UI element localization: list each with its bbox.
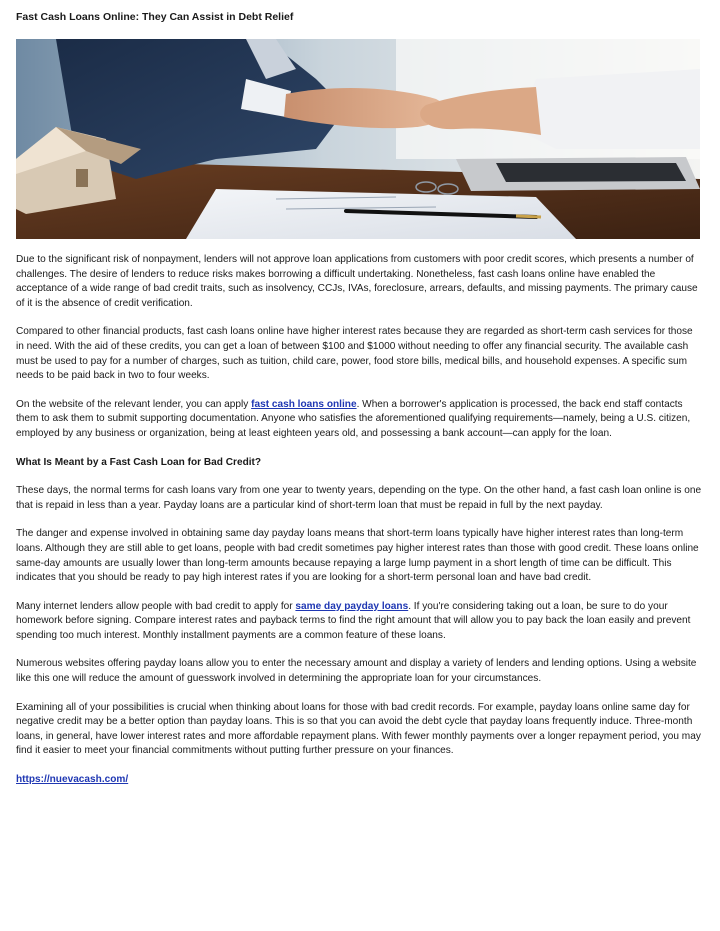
handshake-photo (16, 39, 700, 239)
paragraph-6 (16, 600, 702, 644)
paragraph-3-after: . When a borrower's application is processed, the back end staff contacts them to ask them to submit supporting documentation. Anyone who satisfies the aforementioned qualifying requirements—namely, being a U.S. citizen, employed by any business or organization, being at least eighteen years old, and possessing a bank account—can apply for the loan. (16, 398, 691, 439)
paragraph-3-before: On the website of the relevant lender, you can apply (16, 398, 252, 410)
paragraph-1: Due to the significant risk of nonpayment, lenders will not approve loan applications from customers with poor credit scores, which presents a number of challenges. The desire of lenders to reduce risks makes borrowing a difficult undertaking. Nonetheless, fast cash loans online have enabled the acceptance of a wide range of bad credit traits, such as insolvency, CCJs, IVAs, foreclosure, arrears, defaults, and missing payments. The primary cause of it is the absence of credit verification. (16, 254, 698, 309)
paragraph-2: Compared to other financial products, fast cash loans online have higher interest rates because they are regarded as short-term cash services for those in need. With the aid of these credits, you can get a loan of between $100 and $1000 without needing to offer any financial security. The available cash must be used to pay for a number of charges, such as tuition, child care, power, food store bills, medical bills, and household expenses. A specific sum needs to be paid back in two to four weeks. (16, 326, 693, 382)
paragraph-6-after: . If you're considering taking out a loan, be sure to do your homework before signing. Compare interest rates and payback terms to find the right amount that will allow you to pay back the loan easily and prevent spending too much interest. Monthly installment payments are a common feature of these loans. (16, 600, 691, 641)
site-url-link[interactable]: https://nuevacash.com/ (16, 774, 129, 786)
paragraph-7: Numerous websites offering payday loans allow you to enter the necessary amount and display a variety of lenders and lending options. Using a website like this one will reduce the amount of guesswork involved in determining the appropriate loan for your circumstances. (16, 658, 697, 685)
same-day-payday-loans-link[interactable]: same day payday loans (295, 600, 409, 612)
paragraph-6-before: Many internet lenders allow people with bad credit to apply for (16, 600, 296, 612)
url-paragraph (16, 773, 702, 788)
paragraph-8: Examining all of your possibilities is crucial when thinking about loans for those with bad credit records. For example, payday loans online same day for negative credit may be a better option than payday loans. This is so that you can avoid the debt cycle that payday loans frequently induce. Three-month loans, in general, have lower interest rates and more affordable repayment plans. With fewer monthly payments over a longer repayment period, you may find it easier to meet your financial commitments without putting further pressure on your finances. (16, 701, 701, 757)
fast-cash-loans-link[interactable]: fast cash loans online (251, 398, 357, 410)
paragraph-3 (16, 398, 702, 442)
paragraph-4: These days, the normal terms for cash loans vary from one year to twenty years, depending on the type. On the other hand, a fast cash loan online is one that is repaid in less than a year. Payday loans are a particular kind of short-term loan that must be repaid in full by the next payday. (16, 485, 702, 511)
article-body (16, 253, 702, 802)
page-title: Fast Cash Loans Online: They Can Assist in Debt Relief (16, 11, 294, 23)
section-heading: What Is Meant by a Fast Cash Loan for Bad Credit? (16, 456, 262, 468)
paragraph-5: The danger and expense involved in obtaining same day payday loans means that short-term loans typically have higher interest rates than long-term loans. Although they are still able to get loans, people with bad credit sometimes pay higher interest rates than those with good credit. These loans online same-day amounts are usually lower than long-term amounts because repaying a large lump payment in a short length of time can be difficult. This indicates that you should be ready to pay high interest rates if you are looking for a short-term personal loan and have bad credit. (16, 528, 699, 584)
